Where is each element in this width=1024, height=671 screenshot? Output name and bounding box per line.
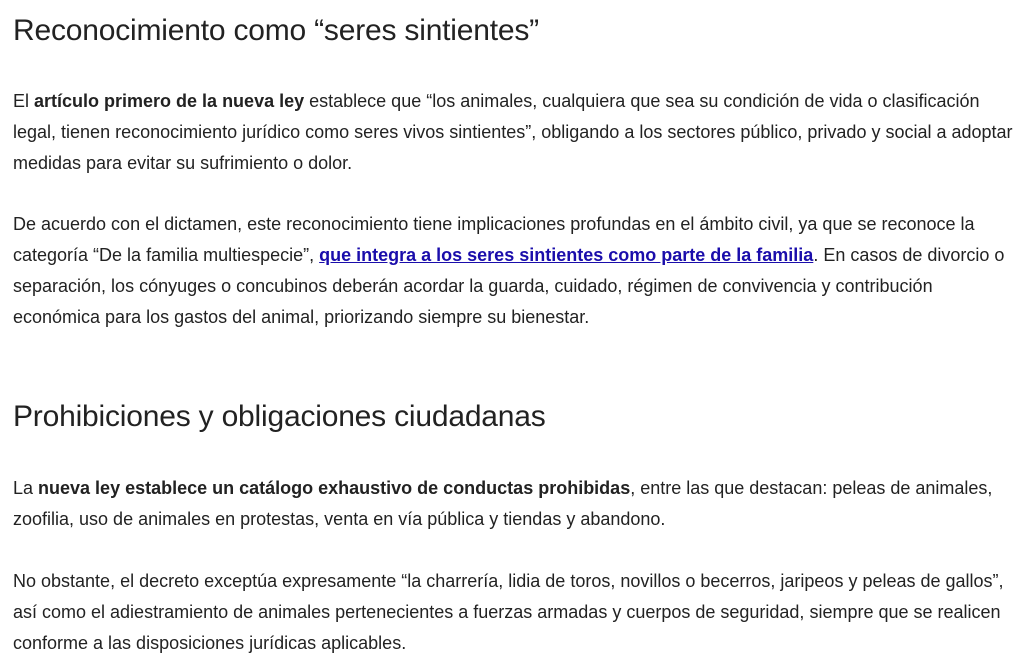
text-span: , entre las que destacan: peleas de animales, zoofilia, uso de animales en protestas, venta en vía pública y tiendas y abandono. — [13, 478, 993, 529]
paragraph-prohibited-conduct — [13, 473, 1013, 535]
paragraph-multispecies-family — [13, 209, 1013, 333]
text-span: El — [13, 91, 35, 111]
bold-text-prohibited-conduct: nueva ley establece un catálogo exhaustivo de conductas prohibidas — [38, 478, 631, 498]
text-span: . En casos de divorcio o separación, los cónyuges o concubinos deberán acordar la guarda, cuidado, régimen de convivencia y contribución económica para los gastos del animal, priorizando siempre su bienestar. — [13, 245, 1005, 327]
section-heading-prohibitions: Prohibiciones y obligaciones ciudadanas — [13, 400, 546, 433]
bold-text-article-first: artículo primero de la nueva ley — [34, 91, 305, 111]
text-span: establece que “los animales, cualquiera que sea su condición de vida o clasificación legal, tienen reconocimiento jurídico como seres vivos sintientes”, obligando a los sectores público, privado y social a adoptar medidas para evitar su sufrimiento o dolor. — [13, 91, 1013, 173]
text-span: De acuerdo con el dictamen, este reconocimiento tiene implicaciones profundas en el ámbito civil, ya que se reconoce la categoría “De la familia multiespecie”, — [13, 214, 975, 265]
paragraph-exceptions — [13, 566, 1013, 659]
paragraph-article-first — [13, 86, 1013, 179]
section-heading-recognition: Reconocimiento como “seres sintientes” — [13, 14, 539, 47]
multispecies-family-link[interactable]: que integra a los seres sintientes como parte de la familia — [319, 245, 814, 265]
text-span: No obstante, el decreto exceptúa expresamente “la charrería, lidia de toros, novillos o becerros, jaripeos y peleas de gallos”, así como el adiestramiento de animales pertenecientes a fuerzas armadas y cuerpos de seguridad, siempre que se realicen conforme a las disposiciones jurídicas aplicables. — [13, 571, 1004, 653]
text-span: La — [13, 478, 39, 498]
